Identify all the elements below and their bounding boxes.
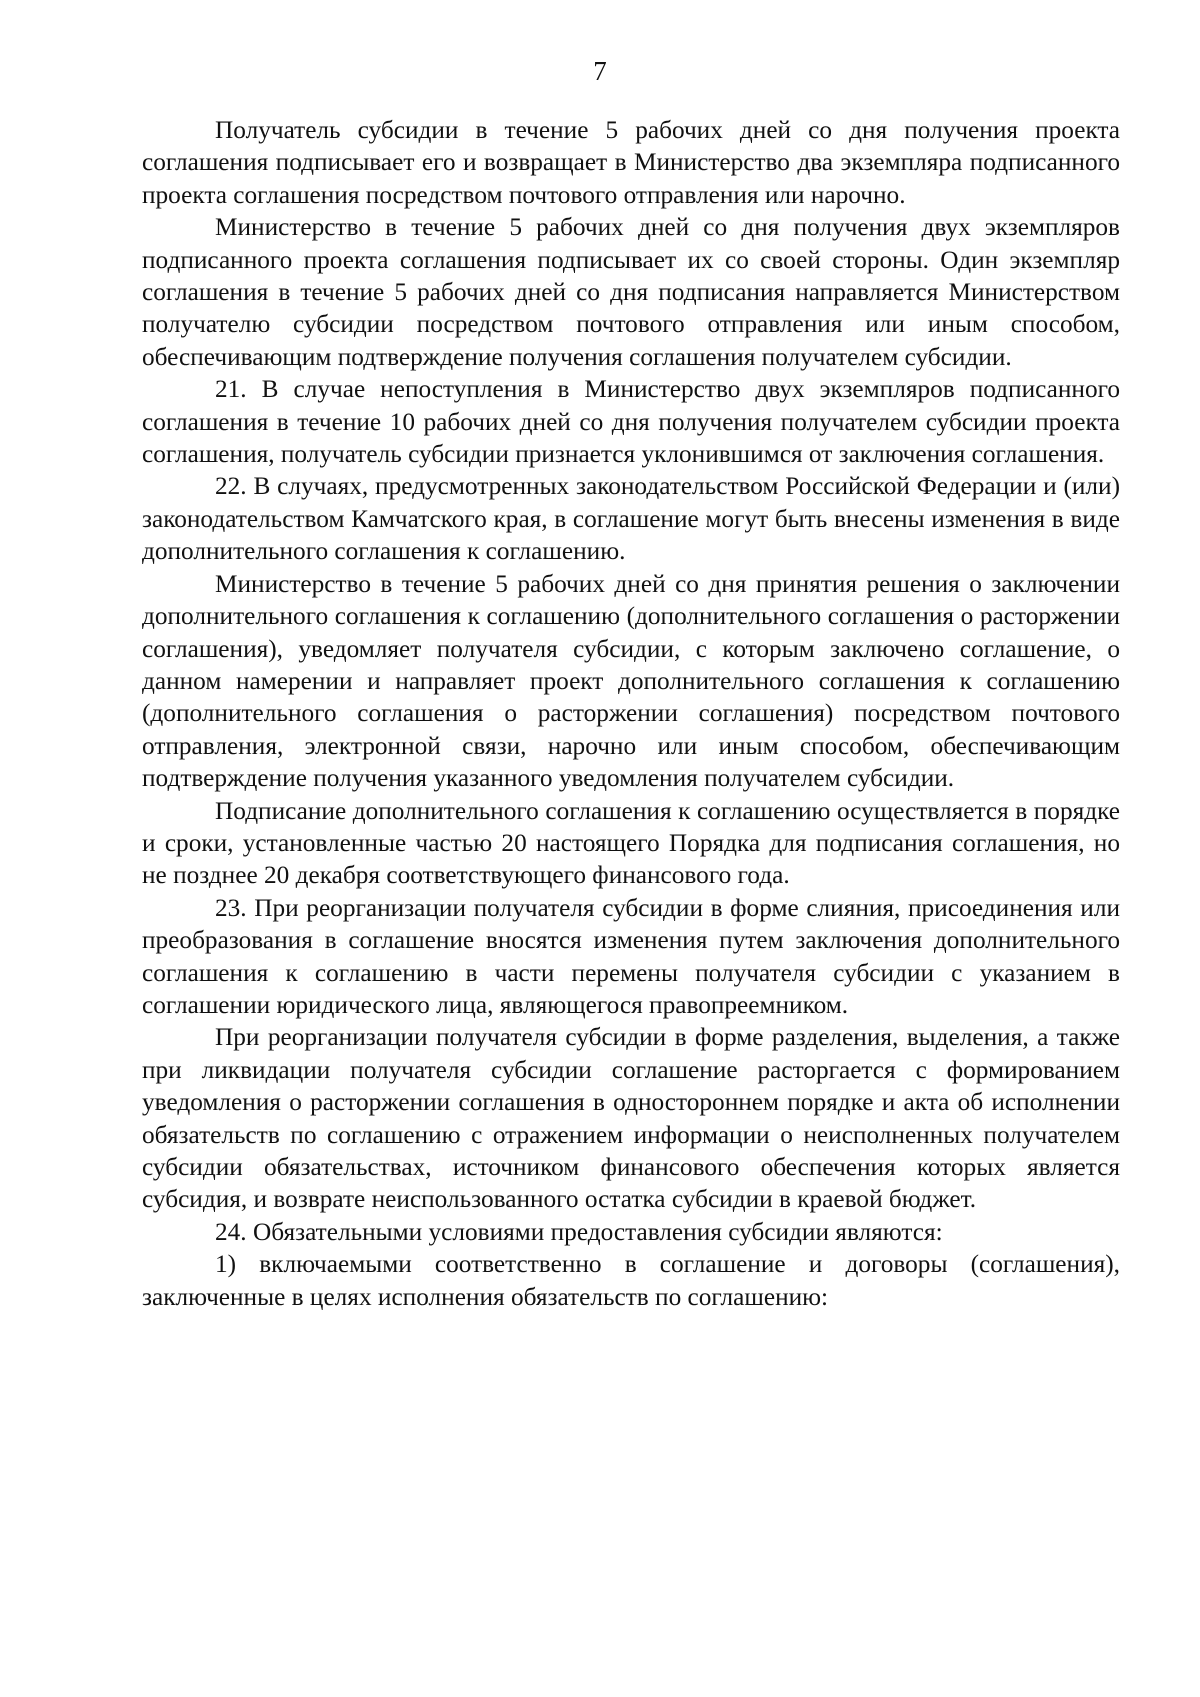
paragraph-24: 24. Обязательными условиями предоставления субсидии являются:	[215, 1217, 943, 1246]
paragraph-supplementary-signing: Подписание дополнительного соглашения к соглашению осуществляется в порядке и сроки, установленные частью 20 настоящего Порядка для подписания соглашения, но не позднее 20 декабря соответствующего финансового года.	[142, 796, 1120, 890]
paragraph-recipient-signing: Получатель субсидии в течение 5 рабочих дней со дня получения проекта соглашения подписывает его и возвращает в Министерство два экземпляра подписанного проекта соглашения посредством почтового отправления или нарочно.	[142, 116, 1120, 209]
document-body	[142, 114, 1120, 1313]
paragraph-22: 22. В случаях, предусмотренных законодательством Российской Федерации и (или) законодательством Камчатского края, в соглашение могут быть внесены изменения в виде дополнительного соглашения к соглашению.	[142, 472, 1120, 566]
paragraph-23: 23. При реорганизации получателя субсидии в форме слияния, присоединения или преобразования в соглашение вносятся изменения путем заключения дополнительного соглашения к соглашению в части перемены получателя субсидии с указанием в соглашении юридического лица, являющегося правопреемником.	[142, 893, 1120, 1019]
paragraph-24-item-1: 1) включаемыми соответственно в соглашение и договоры (соглашения), заключенные в целях исполнения обязательств по соглашению:	[142, 1250, 1120, 1311]
paragraph-ministry-notice: Министерство в течение 5 рабочих дней со дня принятия решения о заключении дополнительного соглашения к соглашению (дополнительного соглашения о расторжении соглашения), уведомляет получателя субсидии, с которым заключено соглашение, о данном намерении и направляет проект дополнительного соглашения к соглашению (дополнительного соглашения о расторжении соглашения) посредством почтового отправления, электронной связи, нарочно или иным способом, обеспечивающим подтверждение получения указанного уведомления получателем субсидии.	[142, 569, 1120, 793]
paragraph-21: 21. В случае непоступления в Министерство двух экземпляров подписанного соглашения в течение 10 рабочих дней со дня получения получателем субсидии проекта соглашения, получатель субсидии признается уклонившимся от заключения соглашения.	[142, 375, 1120, 469]
page-number: 7	[593, 56, 607, 86]
paragraph-ministry-signing: Министерство в течение 5 рабочих дней со дня получения двух экземпляров подписанного проекта соглашения подписывает их со своей стороны. Один экземпляр соглашения в течение 5 рабочих дней со дня подписания направляется Министерством получателю субсидии посредством почтового отправления или иным способом, обеспечивающим подтверждение получения соглашения получателем субсидии.	[142, 213, 1120, 371]
paragraph-reorganization: При реорганизации получателя субсидии в форме разделения, выделения, а также при ликвидации получателя субсидии соглашение расторгается с формированием уведомления о расторжении соглашения в одностороннем порядке и акта об исполнении обязательств по соглашению с отражением информации о неисполненных получателем субсидии обязательствах, источником финансового обеспечения которых является субсидия, и возврате неиспользованного остатка субсидии в краевой бюджет.	[142, 1023, 1120, 1214]
